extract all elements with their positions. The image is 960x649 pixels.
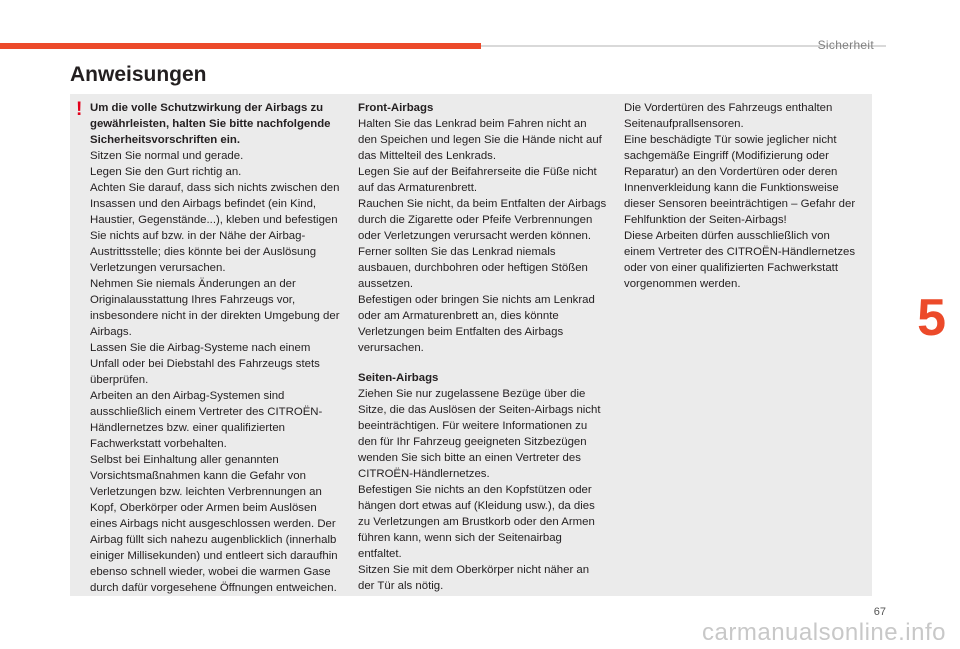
page-title: Anweisungen [70,63,207,86]
column-airbag-types [358,100,608,594]
intro-bold-text: Um die volle Schutzwirkung der Airbags zu gewährleisten, halten Sie bitte nachfolgende Sicherheitsvorschriften ein. [90,102,331,146]
header-accent-bar [0,43,481,49]
column-door-sensors [624,100,859,292]
section-label: Sicherheit [817,38,874,52]
paragraph: Diese Arbeiten dürfen ausschließlich von einem Vertreter des CITROËN-Händlernetzes oder von einer qualifizierten Fachwerkstatt vorgenommen werden. [624,230,856,290]
paragraph: Befestigen oder bringen Sie nichts am Lenkrad oder am Armaturenbrett an, dies könnte Verletzungen beim Entfalten des Airbags verursachen. [358,294,595,354]
column-general-rules [90,100,340,596]
paragraph: Rauchen Sie nicht, da beim Entfalten der Airbags durch die Zigarette oder Pfeife Verbrennungen oder Verletzungen verursacht werden können. [358,198,607,242]
chapter-number: 5 [917,289,946,347]
paragraph: Ziehen Sie nur zugelassene Bezüge über die Sitze, die das Auslösen der Seiten-Airbags nicht beeinträchtigen. Für weitere Informationen zu den für Ihr Fahrzeug geeigneten Sitzbezügen wenden Sie sich bitte an einen Vertreter des CITROËN-Händlernetzes. [358,388,601,480]
paragraph: Achten Sie darauf, dass sich nichts zwischen den Insassen und den Airbags befindet (ein Kind, Haustier, Gegenstände...), kleben und befestigen Sie nichts auf bzw. in der Nähe der Airbag-Austrittsstelle; dies könnte bei der Auslösung Verletzungen verursachen. [90,182,340,274]
paragraph: Befestigen Sie nichts an den Kopfstützen oder hängen dort etwas auf (Kleidung usw.), da dies zu Verletzungen am Brustkorb oder den Armen führen kann, wenn sich der Seitenairbag entfaltet. [358,484,595,560]
paragraph: Arbeiten an den Airbag-Systemen sind ausschließlich einem Vertreter des CITROËN-Händlernetzes bzw. einer qualifizierten Fachwerkstatt vorbehalten. [90,390,323,450]
side-airbags-heading: Seiten-Airbags [358,372,439,384]
paragraph: Legen Sie auf der Beifahrerseite die Füße nicht auf das Armaturenbrett. [358,166,597,194]
paragraph: Sitzen Sie mit dem Oberkörper nicht näher an der Tür als nötig. [358,564,590,592]
spacer [358,356,608,370]
page-number: 67 [873,606,886,618]
paragraph: Sitzen Sie normal und gerade. [90,150,244,162]
paragraph: Die Vordertüren des Fahrzeugs enthalten Seitenaufprallsensoren. [624,102,833,130]
paragraph: Lassen Sie die Airbag-Systeme nach einem Unfall oder bei Diebstahl des Fahrzeugs stets überprüfen. [90,342,320,386]
warning-exclamation-icon: ! [76,99,83,120]
paragraph: Ferner sollten Sie das Lenkrad niemals ausbauen, durchbohren oder heftigen Stößen aussetzen. [358,246,588,290]
watermark: carmanualsonline.info [702,619,946,646]
paragraph: Legen Sie den Gurt richtig an. [90,166,242,178]
front-airbags-heading: Front-Airbags [358,102,434,114]
paragraph: Nehmen Sie niemals Änderungen an der Originalausstattung Ihres Fahrzeugs vor, insbesondere nicht in der direkten Umgebung der Airbags. [90,278,340,338]
paragraph: Eine beschädigte Tür sowie jeglicher nicht sachgemäße Eingriff (Modifizierung oder Reparatur) an den Vordertüren oder deren Innenverkleidung kann die Funktionsweise dieser Sensoren beeinträchtigen – Gefahr der Fehlfunktion der Seiten-Airbags! [624,134,856,226]
paragraph: Selbst bei Einhaltung aller genannten Vorsichtsmaßnahmen kann die Gefahr von Verletzungen bzw. leichten Verbrennungen an Kopf, Oberkörper oder Armen beim Auslösen eines Airbags nicht ausgeschlossen werden. Der Airbag füllt sich nahezu augenblicklich (innerhalb einiger Millisekunden) und entleert sich daraufhin ebenso schnell wieder, wobei die warmen Gase durch dafür vorgesehene Öffnungen entweichen. [90,454,338,594]
paragraph: Halten Sie das Lenkrad beim Fahren nicht an den Speichen und legen Sie die Hände nicht auf das Mittelteil des Lenkrads. [358,118,602,162]
